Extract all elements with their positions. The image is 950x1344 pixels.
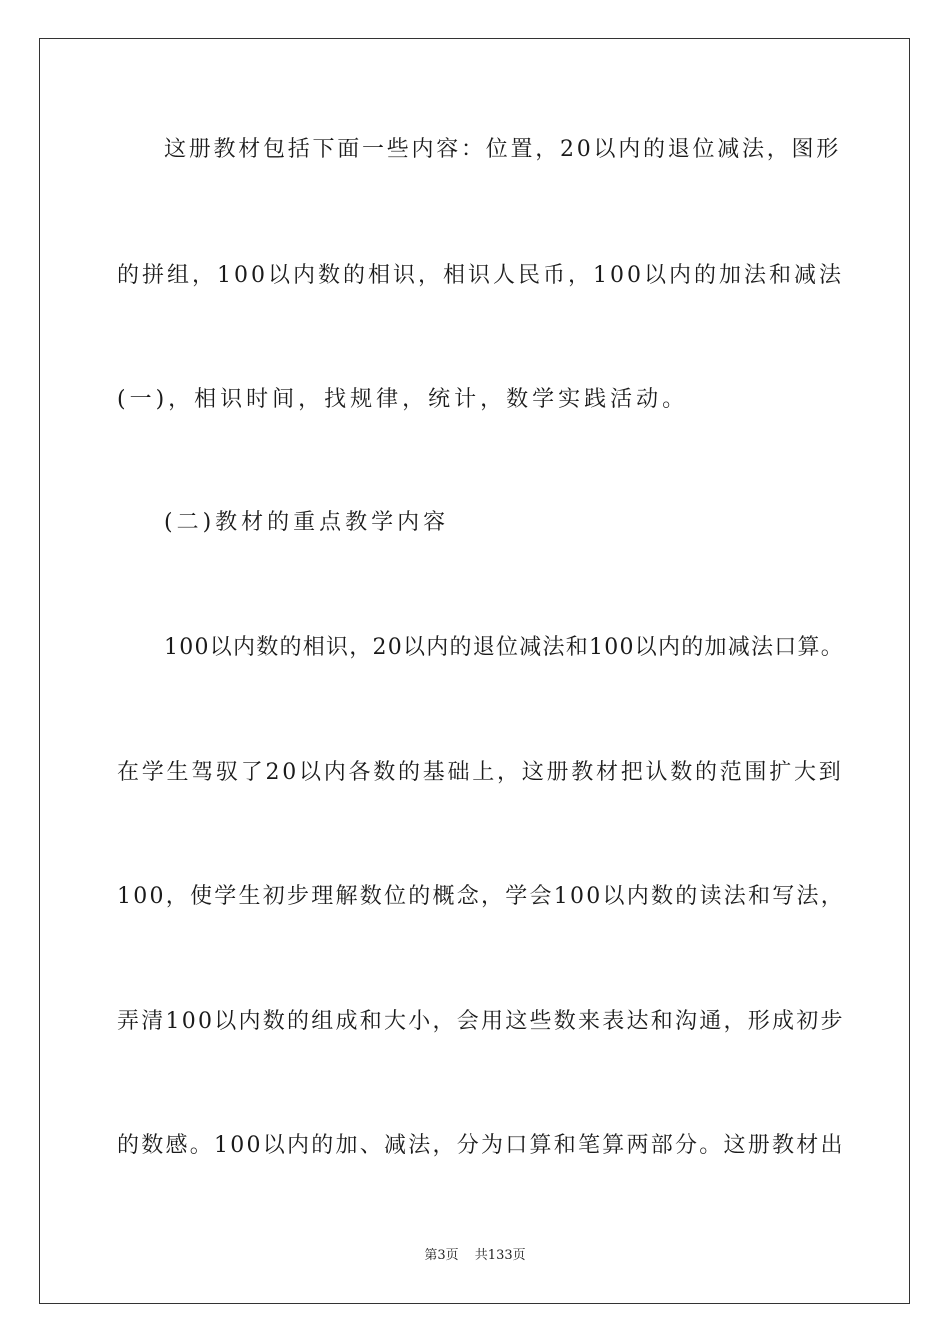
paragraph-line-6: 100，使学生初步理解数位的概念，学会100以内数的读法和写法，	[117, 884, 845, 909]
paragraph-line-1: 这册教材包括下面一些内容：位置，20以内的退位减法，图形	[164, 137, 841, 162]
page-footer	[0, 1247, 950, 1265]
paragraph-line-5: 在学生驾驭了20以内各数的基础上，这册教材把认数的范围扩大到	[117, 760, 844, 785]
paragraph-line-3: (一)，相识时间，找规律，统计，数学实践活动。	[117, 387, 689, 412]
page-border	[39, 38, 910, 1304]
paragraph-line-8: 的数感。100以内的加、减法，分为口算和笔算两部分。这册教材出	[117, 1133, 845, 1158]
paragraph-line-7: 弄清100以内数的组成和大小，会用这些数来表达和沟通，形成初步	[117, 1009, 845, 1034]
section-heading: (二)教材的重点教学内容	[164, 510, 450, 535]
page-number: 第3页	[424, 1248, 459, 1263]
paragraph-line-4: 100以内数的相识，20以内的退位减法和100以内的加减法口算。	[164, 635, 844, 660]
paragraph-line-2: 的拼组，100以内数的相识，相识人民币，100以内的加法和减法	[117, 263, 844, 288]
total-pages: 共133页	[474, 1248, 526, 1263]
